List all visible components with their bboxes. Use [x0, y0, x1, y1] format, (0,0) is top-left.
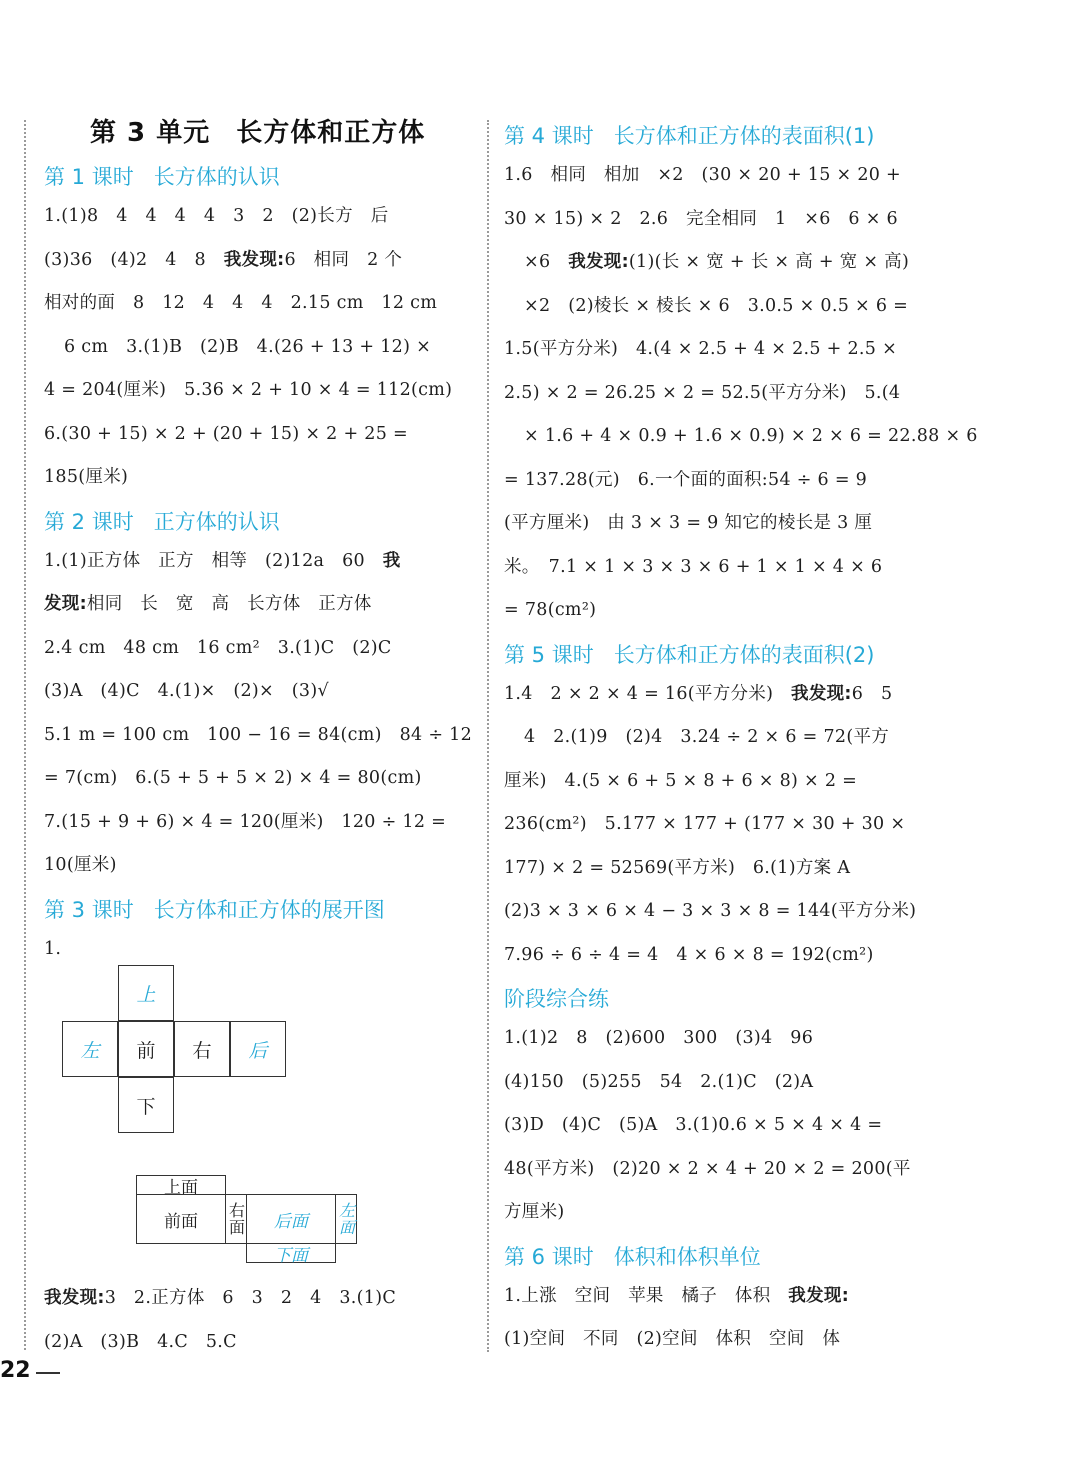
- answer-line: 1.(1)2 8 (2)600 300 (3)4 96: [504, 1028, 814, 1048]
- answer-line: 方厘米): [504, 1202, 565, 1222]
- answer-line: (4)150 (5)255 54 2.(1)C (2)A: [504, 1071, 814, 1092]
- review-heading: 阶段综合练: [504, 987, 609, 1011]
- lesson5-heading: 第 5 课时 长方体和正方体的表面积(2): [504, 642, 875, 667]
- cube-net-diagram: [44, 971, 344, 1161]
- net-face-bottom: 下: [118, 1077, 174, 1133]
- answer-line: (2)A (3)B 4.C 5.C: [44, 1331, 237, 1352]
- answer-line: 1.4 2 × 2 × 4 = 16(平方分米) 我发现:6 5: [504, 683, 893, 704]
- answer-line: 10(厘米): [44, 855, 117, 875]
- answer-line: ×2 (2)棱长 × 棱长 × 6 3.0.5 × 0.5 × 6 =: [524, 295, 909, 316]
- answer-line: (平方厘米) 由 3 × 3 = 9 知它的棱长是 3 厘: [504, 513, 873, 533]
- answer-line: 185(厘米): [44, 467, 129, 487]
- page-number: 22: [0, 1358, 31, 1383]
- answer-line: 30 × 15) × 2 2.6 完全相同 1 ×6 6 × 6: [504, 208, 898, 229]
- answer-line: 6.(30 + 15) × 2 + (20 + 15) × 2 + 25 =: [44, 423, 408, 444]
- question-label: 1.: [44, 938, 62, 959]
- net-face-right: 右: [174, 1021, 230, 1077]
- cuboid-face-right: 右面: [225, 1194, 247, 1244]
- unit-topic: 长方体和正方体: [236, 118, 426, 148]
- lesson3-heading: 第 3 课时 长方体和正方体的展开图: [44, 897, 385, 922]
- answer-line: 4 = 204(厘米) 5.36 × 2 + 10 × 4 = 112(cm): [44, 380, 453, 400]
- answer-line: 7.96 ÷ 6 ÷ 4 = 4 4 × 6 × 8 = 192(cm²): [504, 944, 874, 965]
- left-column: [40, 112, 473, 1364]
- answer-line: 7.(15 + 9 + 6) × 4 = 120(厘米) 120 ÷ 12 =: [44, 811, 447, 832]
- page-number-dash: [36, 1372, 60, 1374]
- answer-line: 发现:相同 长 宽 高 长方体 正方体: [44, 594, 372, 614]
- answer-line: = 137.28(元) 6.一个面的面积:54 ÷ 6 = 9: [504, 469, 868, 490]
- answer-line: × 1.6 + 4 × 0.9 + 1.6 × 0.9) × 2 × 6 = 22.88 × 6: [524, 426, 978, 446]
- lesson1-heading: 第 1 课时 长方体的认识: [44, 165, 280, 189]
- answer-line: (3)36 (4)2 4 8 我发现:6 相同 2 个: [44, 249, 403, 270]
- answer-line: 1.(1)正方体 正方 相等 (2)12a 60 我: [44, 550, 401, 571]
- answer-line: 236(cm²) 5.177 × 177 + (177 × 30 + 30 ×: [504, 814, 906, 834]
- left-margin-dotted-line: [24, 120, 26, 1350]
- answer-line: 2.5) × 2 = 26.25 × 2 = 52.5(平方分米) 5.(4: [504, 382, 901, 403]
- cuboid-net-diagram: [44, 1175, 384, 1275]
- answer-line: 6 cm 3.(1)B (2)B 4.(26 + 13 + 12) ×: [64, 336, 432, 357]
- answer-line: ×6 我发现:(1)(长 × 宽 + 长 × 高 + 宽 × 高): [524, 252, 910, 272]
- cuboid-face-top: 上面: [136, 1175, 226, 1195]
- unit-label: 第 3 单元: [90, 118, 211, 148]
- cuboid-face-left: 左面: [335, 1194, 357, 1244]
- answer-line: 4 2.(1)9 (2)4 3.24 ÷ 2 × 6 = 72(平方: [524, 727, 890, 747]
- right-column: [500, 112, 978, 1362]
- answer-line: = 7(cm) 6.(5 + 5 + 5 × 2) × 4 = 80(cm): [44, 768, 422, 788]
- unit-title: [90, 112, 470, 149]
- cuboid-face-back: 后面: [246, 1194, 336, 1244]
- answer-line: = 78(cm²): [504, 600, 597, 620]
- answer-line: 1.上涨 空间 苹果 橘子 体积 我发现:: [504, 1285, 849, 1306]
- lesson6-heading: 第 6 课时 体积和体积单位: [504, 1244, 761, 1269]
- column-divider: [487, 120, 489, 1352]
- net-face-top: 上: [118, 965, 174, 1021]
- answer-line: 我发现:3 2.正方体 6 3 2 4 3.(1)C: [44, 1288, 397, 1308]
- answer-line: (3)A (4)C 4.(1)× (2)× (3)√: [44, 681, 329, 701]
- answer-line: 相对的面 8 12 4 4 4 2.15 cm 12 cm: [44, 293, 438, 313]
- cuboid-face-bottom: 下面: [246, 1243, 336, 1263]
- net-face-front: 前: [118, 1021, 174, 1077]
- answer-line: 米。 7.1 × 1 × 3 × 3 × 6 + 1 × 1 × 4 × 6: [504, 556, 883, 577]
- answer-line: 48(平方米) (2)20 × 2 × 4 + 20 × 2 = 200(平: [504, 1158, 911, 1179]
- net-face-left: 左: [62, 1021, 118, 1077]
- answer-line: 2.4 cm 48 cm 16 cm² 3.(1)C (2)C: [44, 637, 392, 658]
- answer-line: (1)空间 不同 (2)空间 体积 空间 体: [504, 1329, 841, 1349]
- lesson2-heading: 第 2 课时 正方体的认识: [44, 509, 280, 534]
- answer-line: 177) × 2 = 52569(平方米) 6.(1)方案 A: [504, 857, 851, 878]
- answer-line: 1.6 相同 相加 ×2 (30 × 20 + 15 × 20 +: [504, 165, 902, 185]
- answer-line: 5.1 m = 100 cm 100 − 16 = 84(cm) 84 ÷ 12: [44, 724, 473, 745]
- answer-line: 1.(1)8 4 4 4 4 3 2 (2)长方 后: [44, 206, 389, 226]
- answer-line: (3)D (4)C (5)A 3.(1)0.6 × 5 × 4 × 4 =: [504, 1115, 883, 1135]
- answer-line: 1.5(平方分米) 4.(4 × 2.5 + 4 × 2.5 + 2.5 ×: [504, 339, 898, 359]
- answer-line: (2)3 × 3 × 6 × 4 − 3 × 3 × 8 = 144(平方分米): [504, 901, 917, 921]
- lesson4-heading: 第 4 课时 长方体和正方体的表面积(1): [504, 124, 875, 148]
- cuboid-face-front: 前面: [136, 1194, 226, 1244]
- answer-line: 厘米) 4.(5 × 6 + 5 × 8 + 6 × 8) × 2 =: [504, 770, 858, 791]
- net-face-back: 后: [230, 1021, 286, 1077]
